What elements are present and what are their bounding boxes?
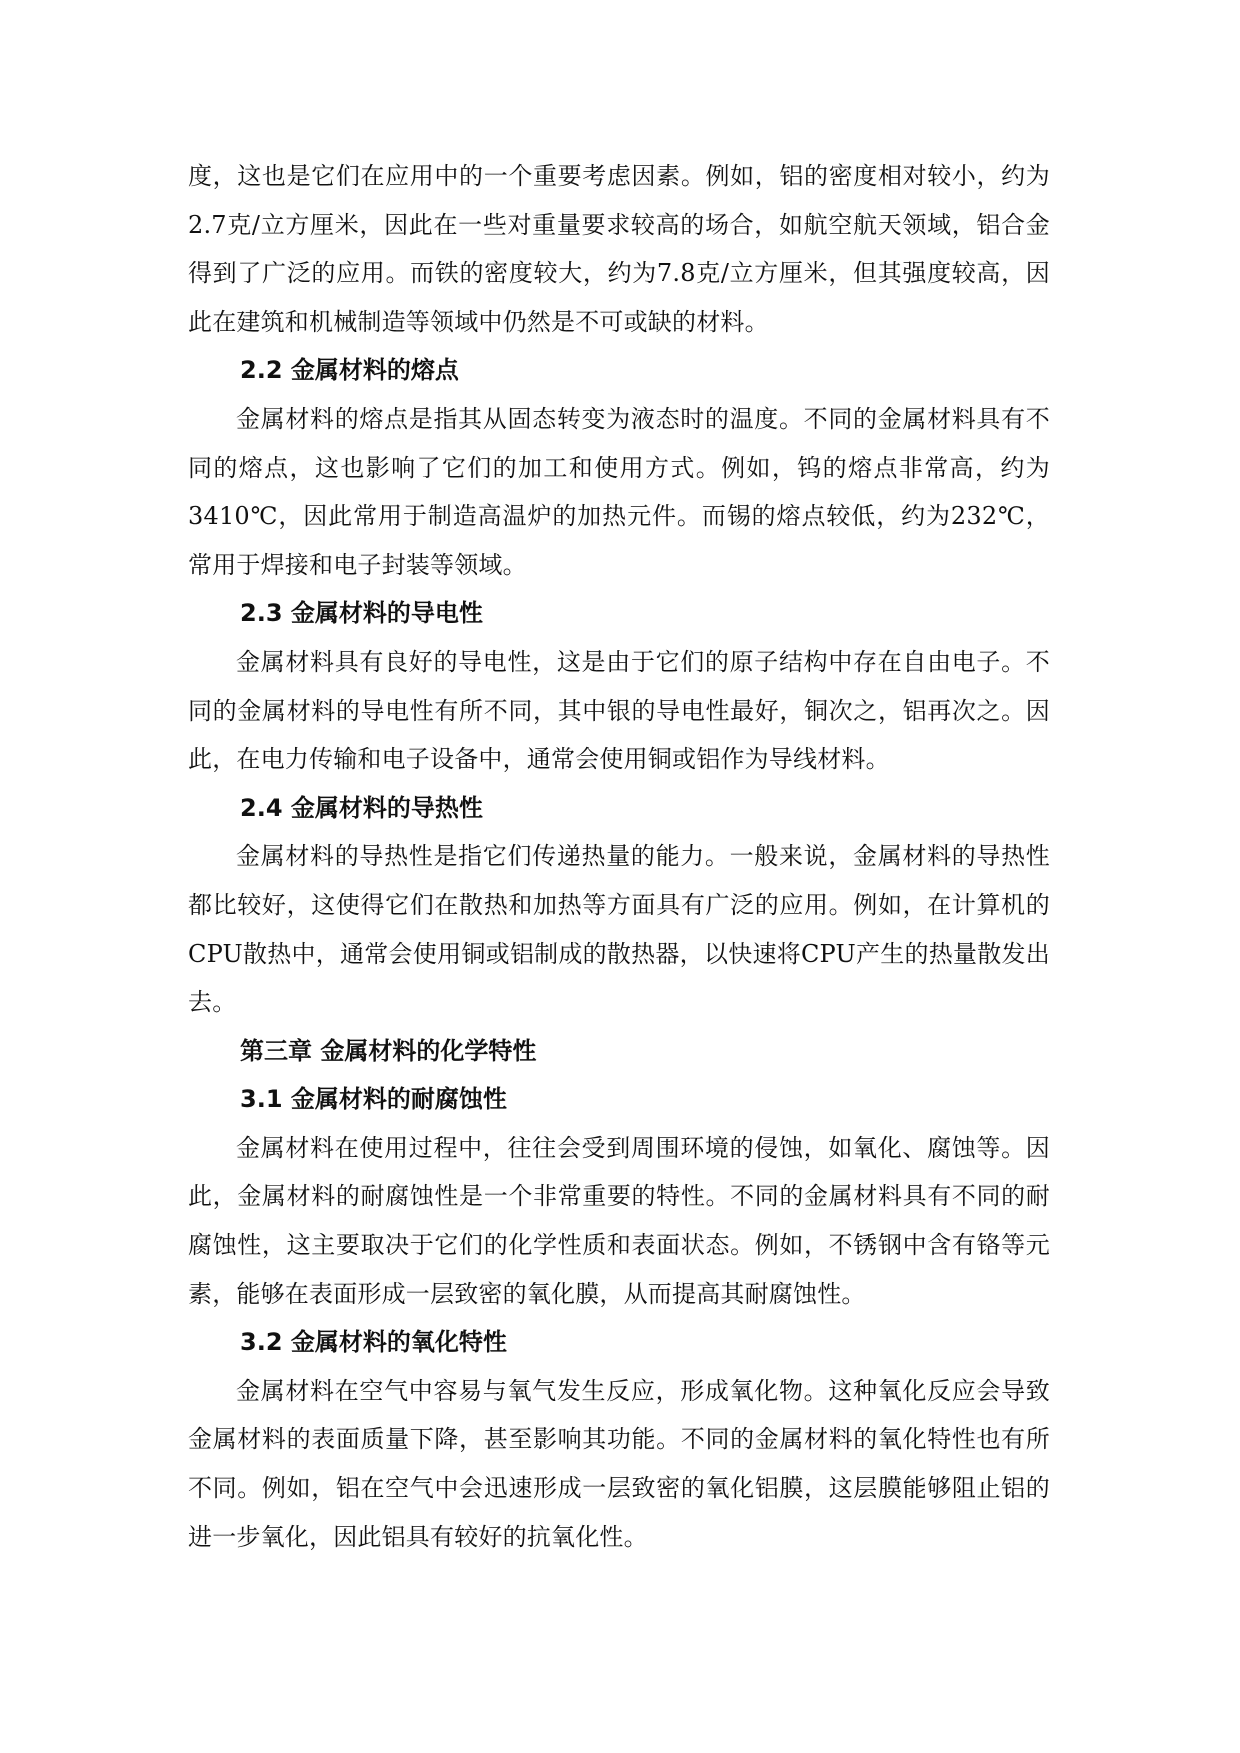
chapter-3-title: 第三章 金属材料的化学特性 [240,1036,537,1065]
heading-2-3-conductivity: 2.3 金属材料的导电性 [240,599,483,628]
paragraph-conductivity: 金属材料具有良好的导电性，这是由于它们的原子结构中存在自由电子。不同的金属材料的导电性有所不同，其中银的导电性最好，铜次之，铝再次之。因此，在电力传输和电子设备中，通常会使用铜或铝作为导线材料。 [188,647,1050,774]
paragraph-oxidation: 金属材料在空气中容易与氧气发生反应，形成氧化物。这种氧化反应会导致金属材料的表面质量下降，甚至影响其功能。不同的金属材料的氧化特性也有所不同。例如，铝在空气中会迅速形成一层致密的氧化铝膜，这层膜能够阻止铝的进一步氧化，因此铝具有较好的抗氧化性。 [188,1376,1050,1551]
heading-3-2-oxidation: 3.2 金属材料的氧化特性 [240,1328,507,1357]
heading-2-4-thermal-conductivity: 2.4 金属材料的导热性 [240,793,483,822]
paragraph-melting-point: 金属材料的熔点是指其从固态转变为液态时的温度。不同的金属材料具有不同的熔点，这也影响了它们的加工和使用方式。例如，钨的熔点非常高，约为3410℃，因此常用于制造高温炉的加热元件。而锡的熔点较低，约为232℃，常用于焊接和电子封装等领域。 [188,404,1050,579]
paragraph-thermal-conductivity: 金属材料的导热性是指它们传递热量的能力。一般来说，金属材料的导热性都比较好，这使得它们在散热和加热等方面具有广泛的应用。例如，在计算机的CPU散热中，通常会使用铜或铝制成的散热器，以快速将CPU产生的热量散发出去。 [188,842,1050,1017]
document-page [188,152,1050,1561]
heading-3-1-corrosion-resistance: 3.1 金属材料的耐腐蚀性 [240,1085,507,1114]
paragraph-density-continued: 度，这也是它们在应用中的一个重要考虑因素。例如，铝的密度相对较小，约为2.7克/立方厘米，因此在一些对重量要求较高的场合，如航空航天领域，铝合金得到了广泛的应用。而铁的密度较大，约为7.8克/立方厘米，但其强度较高，因此在建筑和机械制造等领域中仍然是不可或缺的材料。 [188,162,1050,336]
paragraph-corrosion-resistance: 金属材料在使用过程中，往往会受到周围环境的侵蚀，如氧化、腐蚀等。因此，金属材料的耐腐蚀性是一个非常重要的特性。不同的金属材料具有不同的耐腐蚀性，这主要取决于它们的化学性质和表面状态。例如，不锈钢中含有铬等元素，能够在表面形成一层致密的氧化膜，从而提高其耐腐蚀性。 [188,1133,1050,1308]
heading-2-2-melting-point: 2.2 金属材料的熔点 [240,356,459,385]
